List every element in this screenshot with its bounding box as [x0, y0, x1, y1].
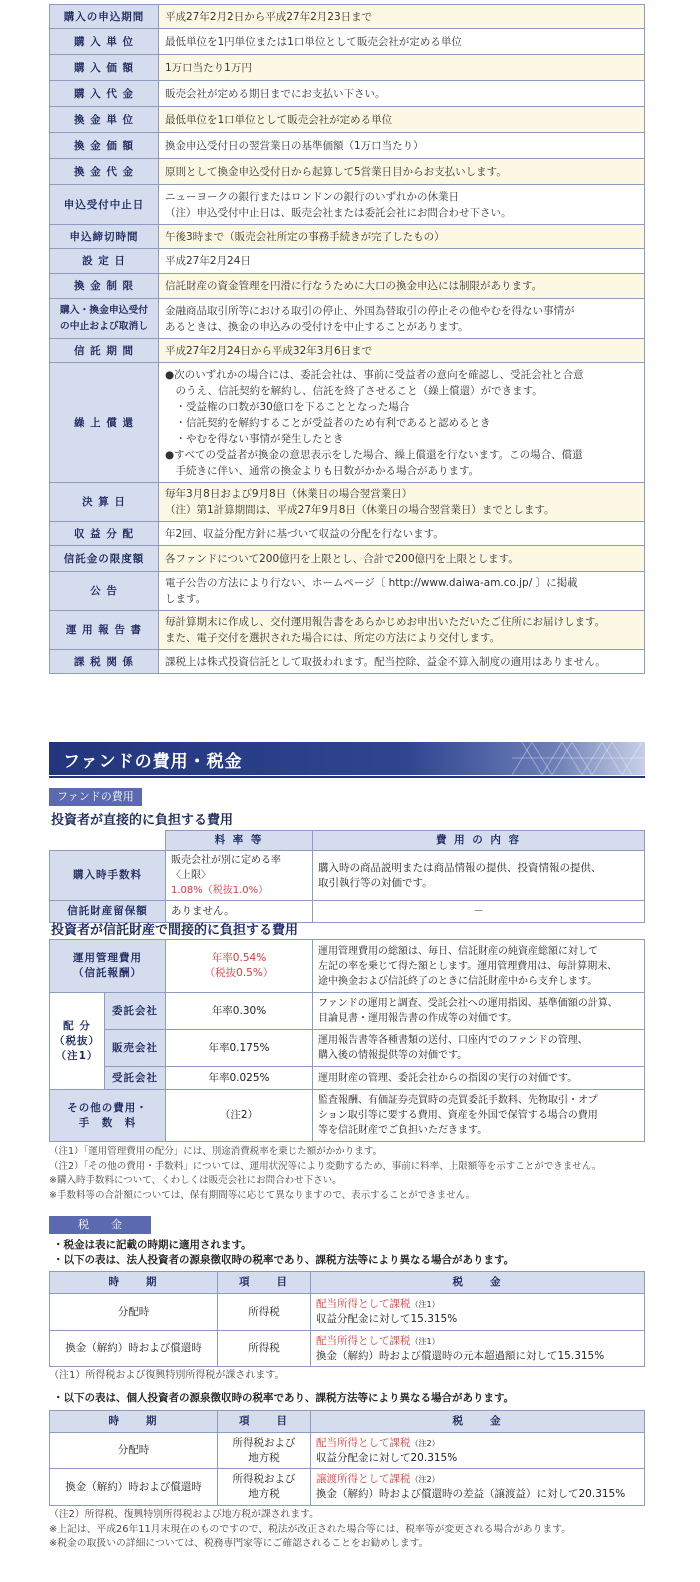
info-row — [50, 546, 645, 572]
info-value: 各ファンドについて200億円を上限とし、合計で200億円を上限とします。 — [159, 546, 645, 572]
info-label: 設 定 日 — [50, 249, 159, 274]
purchase-fee-rate: 販売会社が別に定める率 〈上限〉1.08%（税抜1.0%） — [166, 851, 313, 901]
info-value: 最低単位を1円単位または1口単位として販売会社が定める単位 — [159, 29, 645, 55]
tax-item: 所得税および 地方税 — [218, 1469, 311, 1506]
tax-tag: 税 金 — [49, 1216, 151, 1234]
alloc-name: 販売会社 — [105, 1030, 166, 1067]
reserve-rate: ありません。 — [166, 901, 313, 923]
tax-item: 所得税 — [218, 1294, 311, 1331]
info-value: ニューヨークの銀行またはロンドンの銀行のいずれかの休業日 （注）申込受付中止日は、販売会社または委託会社にお問合わせ下さい。 — [159, 185, 645, 225]
info-label: 申込締切時間 — [50, 225, 159, 249]
info-value: 金融商品取引所等における取引の停止、外国為替取引の停止その他やむを得ない事情が あるときは、換金の申込みの受付けを中止することがあります。 — [159, 299, 645, 339]
info-row — [50, 339, 645, 363]
alloc-rate: 年率0.025% — [166, 1067, 313, 1090]
info-row — [50, 299, 645, 339]
tax-detail: 譲渡所得として課税（注2） 換金（解約）時および償還時の差益（譲渡益）に対して20.315% — [311, 1469, 645, 1506]
info-label: 公 告 — [50, 572, 159, 611]
mgmt-fee-label: 運用管理費用 （信託報酬） — [50, 940, 166, 993]
banner-pattern-icon — [512, 742, 645, 775]
info-row — [50, 55, 645, 81]
mgmt-fee-content: 運用管理費用の総額は、毎日、信託財産の純資産総額に対して 左記の率を乗じて得た額とします。運用管理費用は、毎計算期末、 途中換金および信託終了のときに信託財産中から支弁します。 — [313, 940, 645, 993]
final-notes: （注2）所得税、復興特別所得税および地方税が課されます。 ※上記は、平成26年11月末現在のものですので、税法が改正された場合等には、税率等が変更される場合があります。 ※税金の取扱いの詳細については、税務専門家等にご確認されることをお勧めします。 — [49, 1509, 572, 1549]
info-row — [50, 29, 645, 55]
info-label: 換 金 価 額 — [50, 133, 159, 159]
info-value: 電子公告の方法により行ない、ホームページ〔 http://www.daiwa-am.co.jp/ 〕に掲載 します。 — [159, 572, 645, 611]
info-label: 購 入 代 金 — [50, 81, 159, 107]
tax-detail: 配当所得として課税（注1） 換金（解約）時および償還時の元本超過額に対して15.315% — [311, 1331, 645, 1367]
info-value: 平成27年2月2日から平成27年2月23日まで — [159, 5, 645, 29]
col-item: 項 目 — [218, 1272, 311, 1294]
tax-detail: 配当所得として課税（注2） 収益分配金に対して20.315% — [311, 1433, 645, 1469]
direct-fees-table — [49, 830, 645, 923]
col-period: 時 期 — [50, 1272, 218, 1294]
other-fee-label: その他の費用・ 手 数 料 — [50, 1090, 166, 1142]
info-label: 購 入 単 位 — [50, 29, 159, 55]
info-row — [50, 81, 645, 107]
info-value: 午後3時まで（販売会社所定の事務手続きが完了したもの） — [159, 225, 645, 249]
alloc-content: 運用報告書等各種書類の送付、口座内でのファンドの管理、 購入後の情報提供等の対価です。 — [313, 1030, 645, 1067]
info-row — [50, 522, 645, 546]
tax-period: 換金（解約）時および償還時 — [50, 1469, 218, 1506]
indirect-fees-table — [49, 939, 645, 1142]
info-label: 繰 上 償 還 — [50, 363, 159, 483]
info-row — [50, 107, 645, 133]
alloc-rate: 年率0.30% — [166, 993, 313, 1030]
info-value: 換金申込受付日の翌営業日の基準価額（1万口当たり） — [159, 133, 645, 159]
indiv-tax-bullet: ・以下の表は、個人投資者の源泉徴収時の税率であり、課税方法等により異なる場合があります。 — [53, 1392, 515, 1404]
alloc-content: 運用財産の管理、委託会社からの指図の実行の対価です。 — [313, 1067, 645, 1090]
info-value: 年2回、収益分配方針に基づいて収益の分配を行ないます。 — [159, 522, 645, 546]
tax-detail: 配当所得として課税（注1） 収益分配金に対して15.315% — [311, 1294, 645, 1331]
col-content: 費 用 の 内 容 — [313, 831, 645, 851]
info-label: 決 算 日 — [50, 483, 159, 522]
alloc-content: ファンドの運用と調査、受託会社への運用指図、基準価額の計算、 目論見書・運用報告書の作成等の対価です。 — [313, 993, 645, 1030]
info-label: 収 益 分 配 — [50, 522, 159, 546]
info-label: 換 金 単 位 — [50, 107, 159, 133]
info-row — [50, 611, 645, 650]
reserve-content: － — [313, 901, 645, 923]
info-label: 信 託 期 間 — [50, 339, 159, 363]
tax-item: 所得税 — [218, 1331, 311, 1367]
section-banner: ファンドの費用・税金 — [49, 742, 645, 775]
col-rate: 料 率 等 — [166, 831, 313, 851]
info-value: 販売会社が定める期日までにお支払い下さい。 — [159, 81, 645, 107]
tax-bullets: ・税金は表に記載の時期に適用されます。 ・以下の表は、法人投資者の源泉徴収時の税率であり、課税方法等により異なる場合があります。 — [53, 1239, 515, 1266]
info-row — [50, 5, 645, 29]
fund-info-table — [49, 4, 645, 674]
corp-tax-note: （注1）所得税および復興特別所得税が課されます。 — [49, 1370, 285, 1381]
info-row — [50, 483, 645, 522]
tax-period: 分配時 — [50, 1294, 218, 1331]
purchase-fee-content: 購入時の商品説明または商品情報の提供、投資情報の提供、 取引執行等の対価です。 — [313, 851, 645, 901]
info-row — [50, 274, 645, 299]
info-value: 毎年3月8日および9月8日（休業日の場合翌営業日） （注）第1計算期間は、平成27年9月8日（休業日の場合翌営業日）までとします。 — [159, 483, 645, 522]
tax-item: 所得税および 地方税 — [218, 1433, 311, 1469]
info-value: 課税上は株式投資信託として取扱われます。配当控除、益金不算入制度の適用はありません。 — [159, 650, 645, 674]
info-label: 課 税 関 係 — [50, 650, 159, 674]
info-value: 1万口当たり1万円 — [159, 55, 645, 81]
fee-notes: （注1）「運用管理費用の配分」には、別途消費税率を乗じた額がかかります。 （注2）「その他の費用・手数料」については、運用状況等により変動するため、事前に料率、上限額等を示すことができません。 ※購入時手数料について、くわしくは販売会社にお問合わせ下さい。 ※手数料等の合計額については、保有期間等に応じて異なりますので、表示することができません。 — [49, 1146, 602, 1201]
alloc-rate: 年率0.175% — [166, 1030, 313, 1067]
purchase-fee-label: 購入時手数料 — [50, 851, 166, 901]
info-label: 信託金の限度額 — [50, 546, 159, 572]
banner-underline — [49, 776, 645, 778]
indiv-tax-table — [49, 1410, 645, 1506]
corp-tax-table — [49, 1271, 645, 1367]
info-label: 購入・換金申込受付 の中止および取消し — [50, 299, 159, 339]
other-fee-rate: （注2） — [166, 1090, 313, 1142]
alloc-name: 委託会社 — [105, 993, 166, 1030]
info-label: 換 金 制 限 — [50, 274, 159, 299]
direct-fees-heading: 投資者が直接的に負担する費用 — [51, 813, 234, 828]
info-row — [50, 133, 645, 159]
mgmt-fee-rate: 年率0.54% （税抜0.5%） — [166, 940, 313, 993]
info-row — [50, 225, 645, 249]
alloc-name: 受託会社 — [105, 1067, 166, 1090]
info-label: 換 金 代 金 — [50, 159, 159, 185]
info-label: 運 用 報 告 書 — [50, 611, 159, 650]
info-value: 原則として換金申込受付日から起算して5営業日目からお支払いします。 — [159, 159, 645, 185]
tax-period: 換金（解約）時および償還時 — [50, 1331, 218, 1367]
alloc-label: 配 分 （税抜） （注1） — [50, 993, 105, 1090]
info-row — [50, 185, 645, 225]
fees-tag: ファンドの費用 — [49, 788, 142, 806]
info-row — [50, 159, 645, 185]
info-value: 平成27年2月24日 — [159, 249, 645, 274]
info-row — [50, 249, 645, 274]
info-label: 購入の申込期間 — [50, 5, 159, 29]
info-value: 最低単位を1口単位として販売会社が定める単位 — [159, 107, 645, 133]
info-value: 毎計算期末に作成し、交付運用報告書をあらかじめお申出いただいたご住所にお届けします。 また、電子交付を選択された場合には、所定の方法により交付します。 — [159, 611, 645, 650]
col-tax: 税 金 — [311, 1272, 645, 1294]
info-label: 購 入 価 額 — [50, 55, 159, 81]
info-row — [50, 572, 645, 611]
tax-period: 分配時 — [50, 1433, 218, 1469]
info-value: ●次のいずれかの場合には、委託会社は、事前に受益者の意向を確認し、受託会社と合意 のうえ、信託契約を解約し、信託を終了させること（繰上償還）ができます。 ・受益権の口数が30億口を下ることとなった場合 ・信託契約を解約することが受益者のため有利であると認めるとき ・やむを得ない事情が発生したとき ●すべての受益者が換金の意思表示をした場合、繰上償還を行ないます。この場合、償還 手続きに伴い、通常の換金よりも日数がかかる場合があります。 — [159, 363, 645, 483]
col-item: 項 目 — [218, 1411, 311, 1433]
info-value: 信託財産の資金管理を円滑に行なうために大口の換金申込には制限があります。 — [159, 274, 645, 299]
info-label: 申込受付中止日 — [50, 185, 159, 225]
info-row — [50, 363, 645, 483]
info-value: 平成27年2月24日から平成32年3月6日まで — [159, 339, 645, 363]
indirect-fees-heading: 投資者が信託財産で間接的に負担する費用 — [51, 923, 299, 938]
col-tax: 税 金 — [311, 1411, 645, 1433]
col-period: 時 期 — [50, 1411, 218, 1433]
reserve-label: 信託財産留保額 — [50, 901, 166, 923]
other-fee-content: 監査報酬、有価証券売買時の売買委託手数料、先物取引・オプ ション取引等に要する費用、資産を外国で保管する場合の費用 等を信託財産でご負担いただきます。 — [313, 1090, 645, 1142]
info-row — [50, 650, 645, 674]
